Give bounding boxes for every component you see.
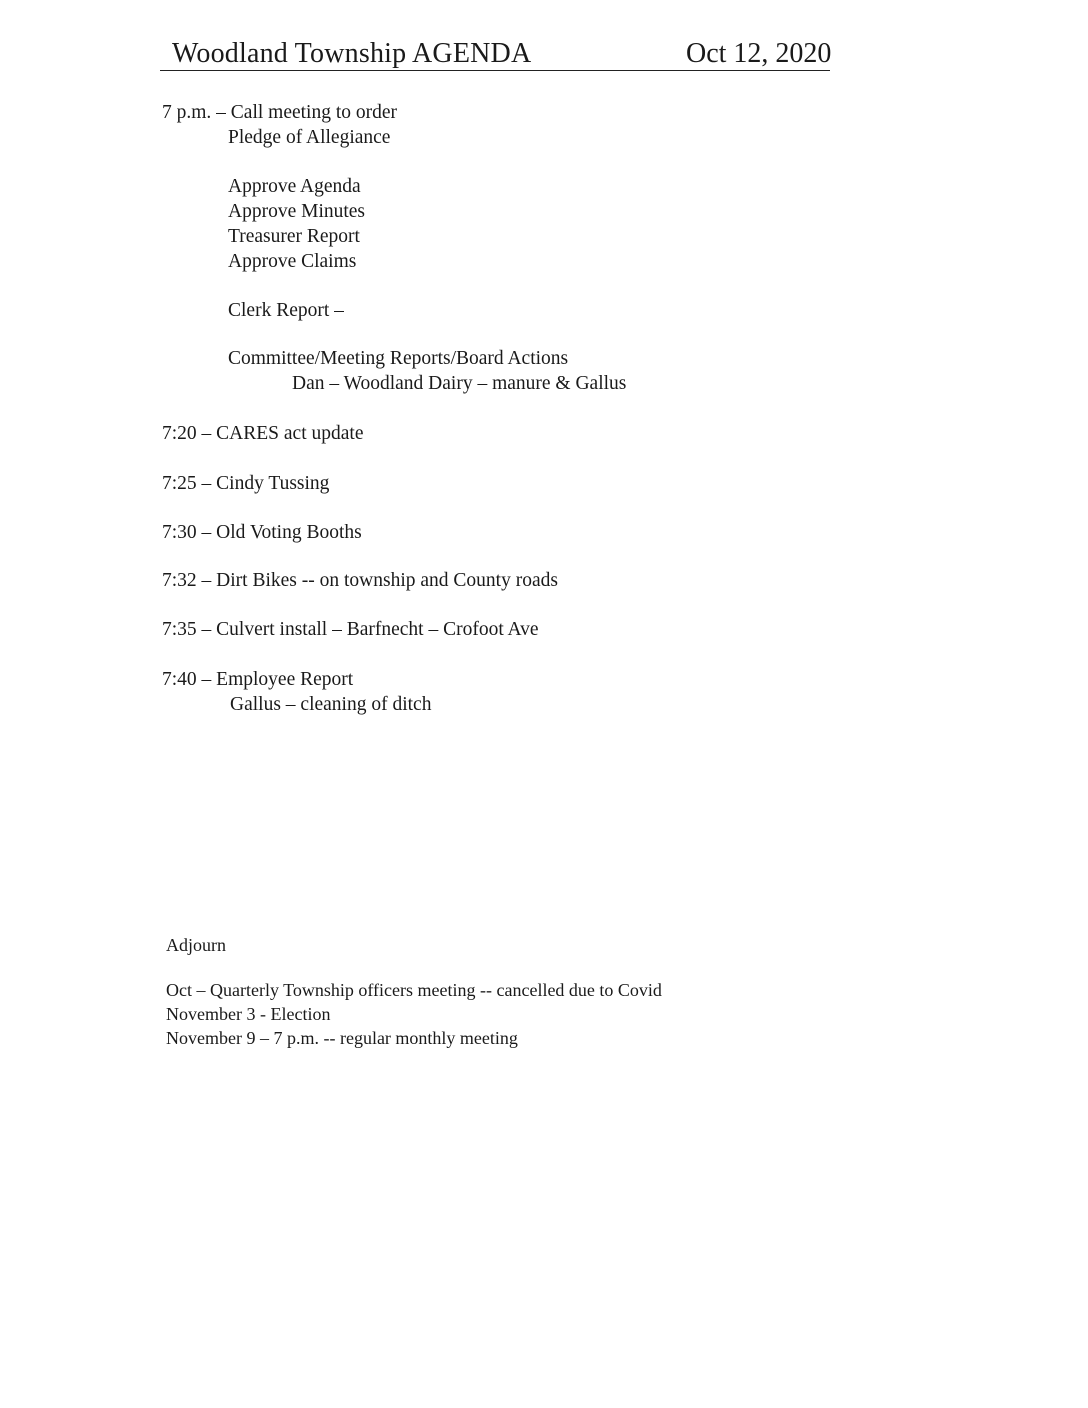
page-title: Woodland Township AGENDA — [172, 38, 532, 69]
agenda-item-cares: 7:20 – CARES act update — [162, 423, 364, 444]
title-underline — [160, 70, 830, 71]
meeting-date: Oct 12, 2020 — [686, 38, 832, 69]
agenda-item-call-to-order: 7 p.m. – Call meeting to order — [162, 102, 398, 123]
agenda-item-pledge: Pledge of Allegiance — [228, 127, 391, 148]
adjourn-label: Adjourn — [166, 935, 226, 955]
footer-note: November 3 - Election — [166, 1004, 331, 1024]
agenda-item-dirt-bikes: 7:32 – Dirt Bikes -- on township and County roads — [162, 570, 558, 591]
agenda-item-employee-detail: Gallus – cleaning of ditch — [230, 694, 432, 715]
agenda-item-committee-detail: Dan – Woodland Dairy – manure & Gallus — [292, 373, 627, 394]
agenda-item-approve-agenda: Approve Agenda — [228, 176, 361, 197]
agenda-item-approve-claims: Approve Claims — [228, 251, 357, 272]
agenda-item-treasurer-report: Treasurer Report — [228, 226, 360, 247]
footer-note: November 9 – 7 p.m. -- regular monthly meeting — [166, 1028, 518, 1048]
footer-note: Oct – Quarterly Township officers meeting -- cancelled due to Covid — [166, 980, 662, 1000]
agenda-item-clerk-report: Clerk Report – — [228, 300, 344, 321]
agenda-item-employee-report: 7:40 – Employee Report — [162, 669, 354, 690]
agenda-item-committee-reports: Committee/Meeting Reports/Board Actions — [228, 348, 569, 369]
agenda-item-tussing: 7:25 – Cindy Tussing — [162, 473, 330, 494]
agenda-item-voting-booths: 7:30 – Old Voting Booths — [162, 522, 362, 543]
agenda-item-culvert: 7:35 – Culvert install – Barfnecht – Crofoot Ave — [162, 619, 539, 640]
agenda-item-approve-minutes: Approve Minutes — [228, 201, 366, 222]
